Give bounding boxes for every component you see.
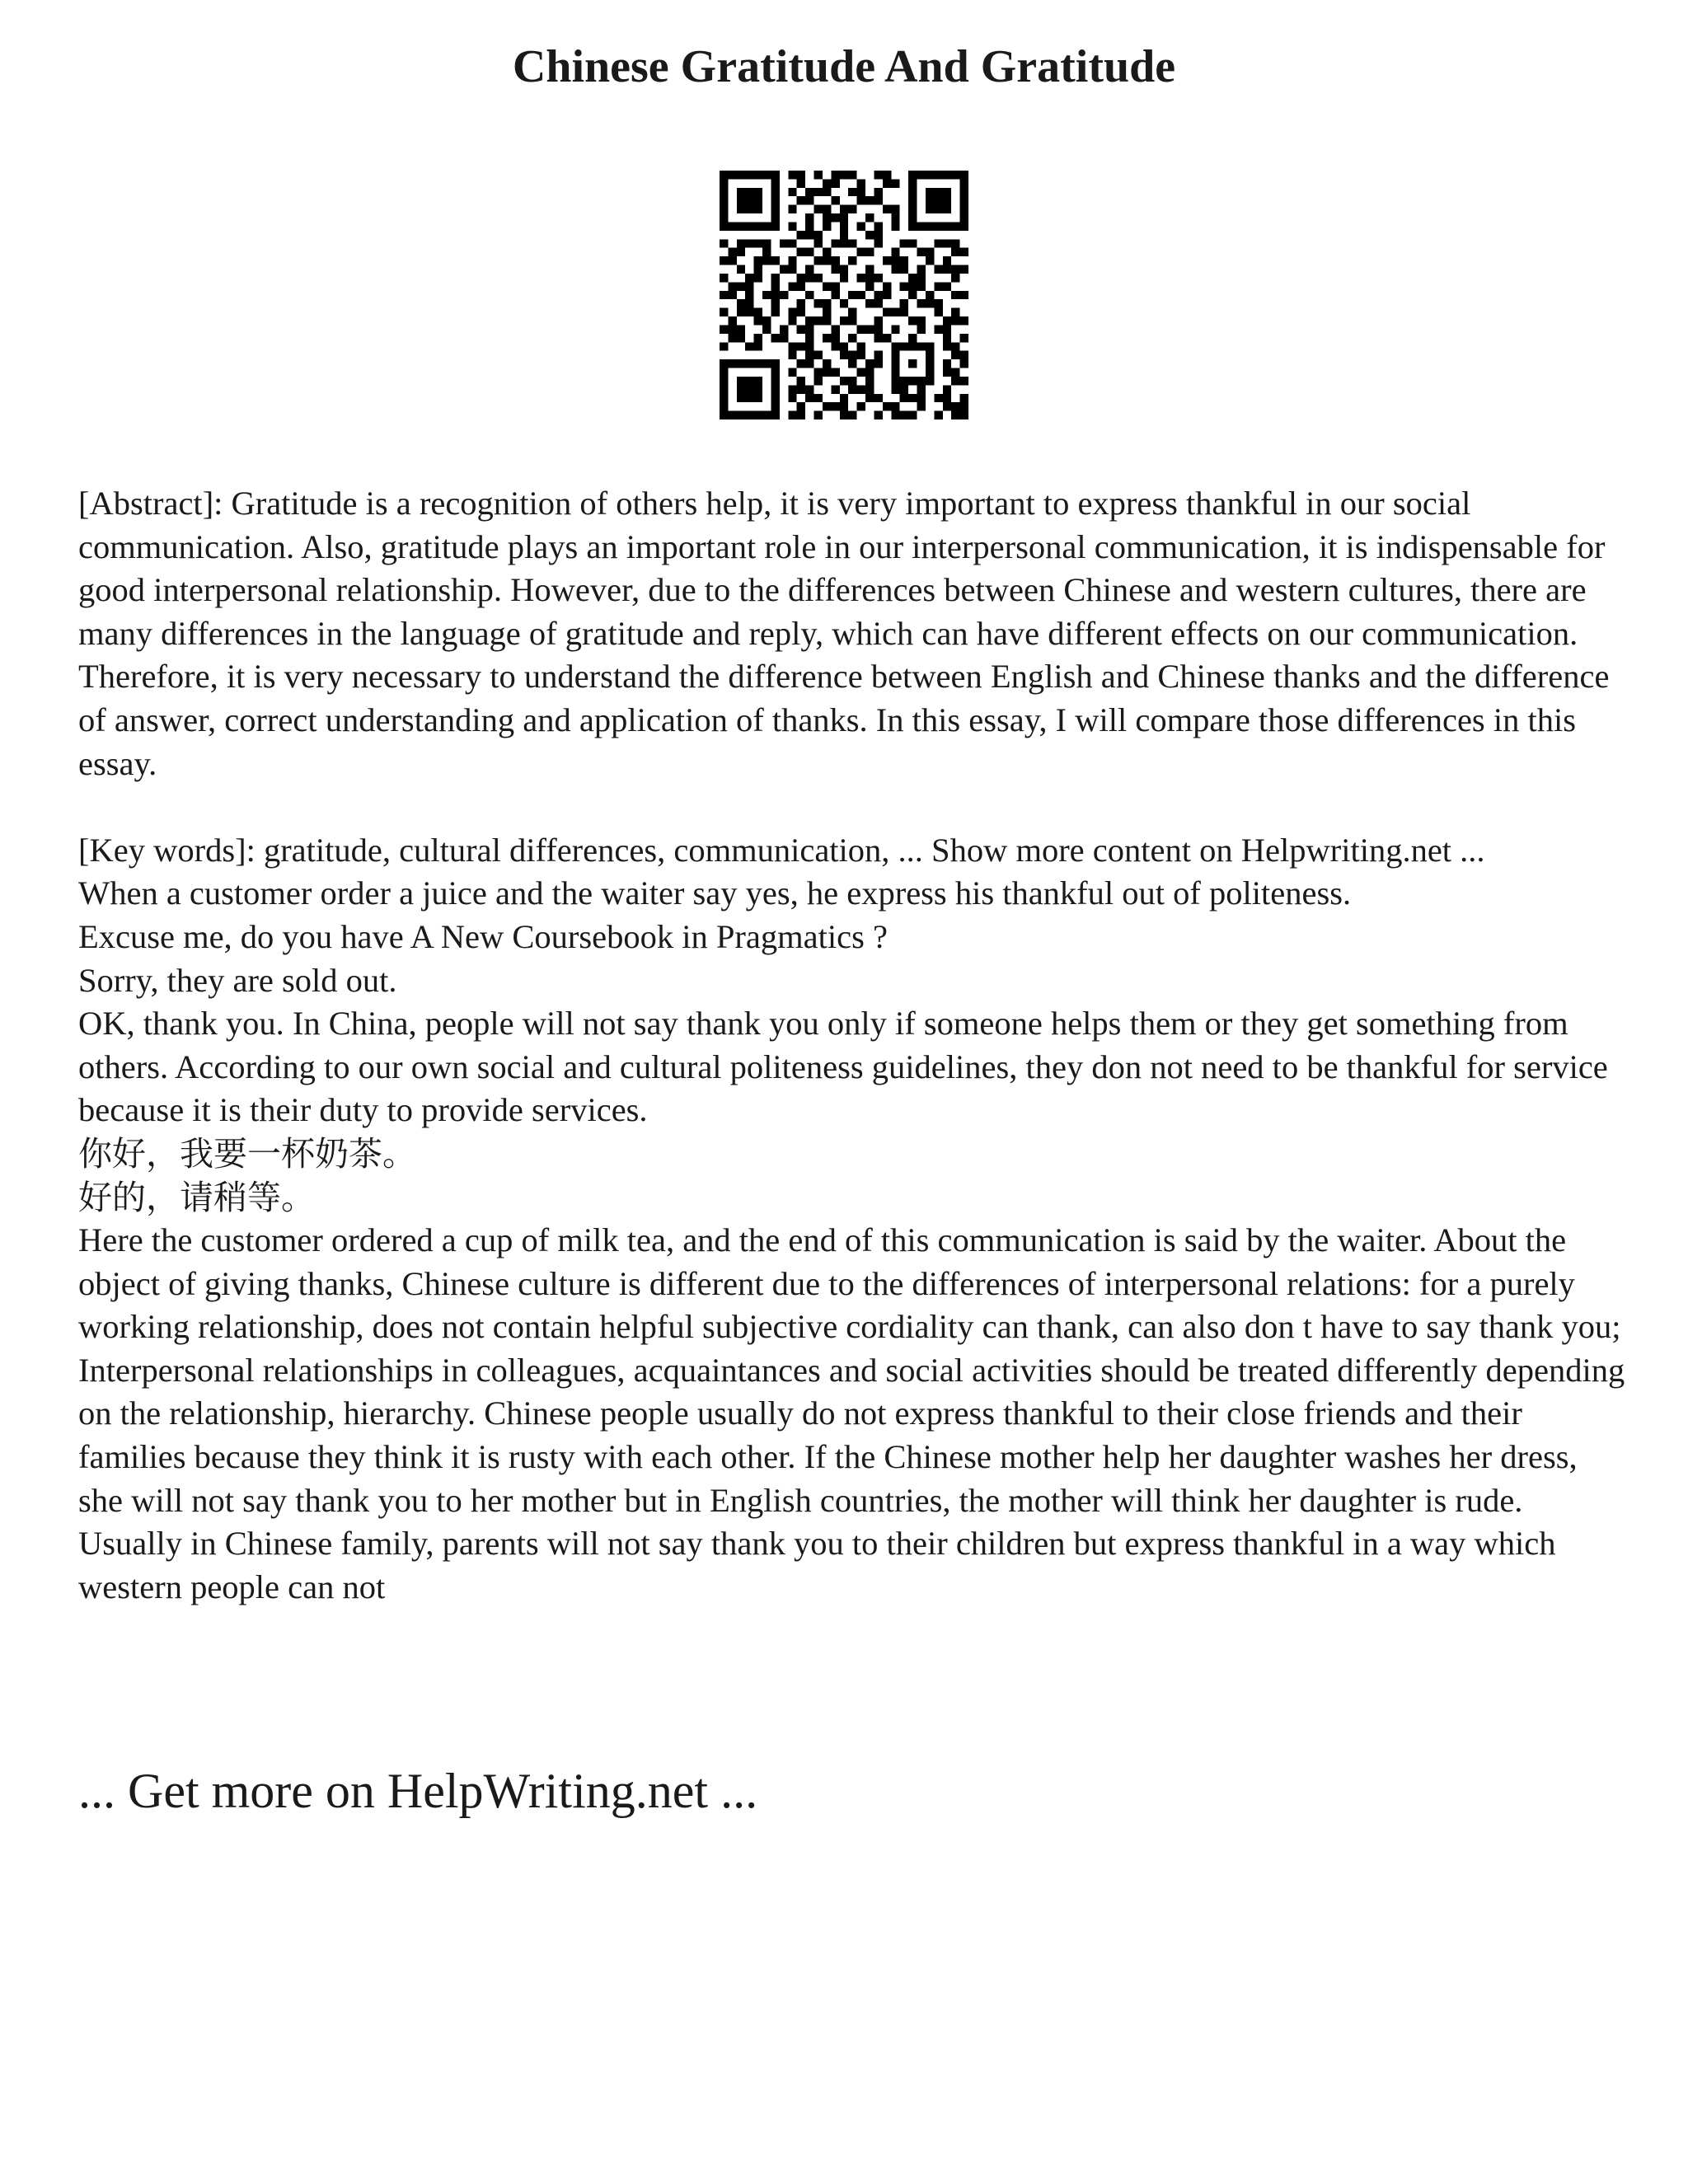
milk-tea-paragraph: Here the customer ordered a cup of milk tea, and the end of this communication is said by the waiter. About the object of giving thanks, Chinese culture is different due to the differences of interpersonal relations: for a purely working relationship, does not contain helpful subjective cordiality can thank, can also don t have to say thank you; Interpersonal relationships in colleagues, acquaintances and social activities should be treated differently depending on the relationship, hierarchy. Chinese people usually do not express thankful to their close friends and their families because they think it is rusty with each other. If the Chinese mother help her daughter washes her dress, she will not say thank you to her mother but in English countries, the mother will think her daughter is rude. Usually in Chinese family, parents will not say thank you to their children but express thankful in a way which western people can not	[78, 1221, 1625, 1605]
paragraph-spacer	[78, 785, 1628, 829]
keywords-paragraph: [Key words]: gratitude, cultural differences, communication, ... Show more content on Helpwriting.net ...	[78, 831, 1485, 869]
abstract-paragraph: [Abstract]: Gratitude is a recognition of others help, it is very important to express thankful in our social communication. Also, gratitude plays an important role in our interpersonal communication, it is indispensable for good interpersonal relationship. However, due to the differences between Chinese and western cultures, there are many differences in the language of gratitude and reply, which can have different effects on our communication. Therefore, it is very necessary to understand the difference between English and Chinese thanks and the difference of answer, correct understanding and application of thanks. In this essay, I will compare those differences in this essay.	[78, 485, 1610, 782]
dialogue-line-excuse: Excuse me, do you have A New Coursebook in Pragmatics ?	[78, 917, 888, 955]
thank-you-paragraph: OK, thank you. In China, people will not say thank you only if someone helps them or they get something from others. According to our own social and cultural politeness guidelines, they don not need to be thankful for service because it is their duty to provide services.	[78, 1005, 1608, 1129]
chinese-dialogue-line-1: 你好，我要一杯奶茶。	[78, 1133, 416, 1174]
document-title: Chinese Gratitude And Gratitude	[512, 41, 1176, 92]
dialogue-line-sorry: Sorry, they are sold out.	[78, 961, 397, 999]
customer-paragraph: When a customer order a juice and the waiter say yes, he express his thankful out of politeness.	[78, 874, 1352, 912]
chinese-dialogue-line-2: 好的，请稍等。	[78, 1177, 315, 1217]
qr-code-icon	[720, 171, 968, 419]
get-more-link[interactable]: ... Get more on HelpWriting.net ...	[78, 1764, 758, 1818]
document-body	[78, 482, 1628, 1609]
